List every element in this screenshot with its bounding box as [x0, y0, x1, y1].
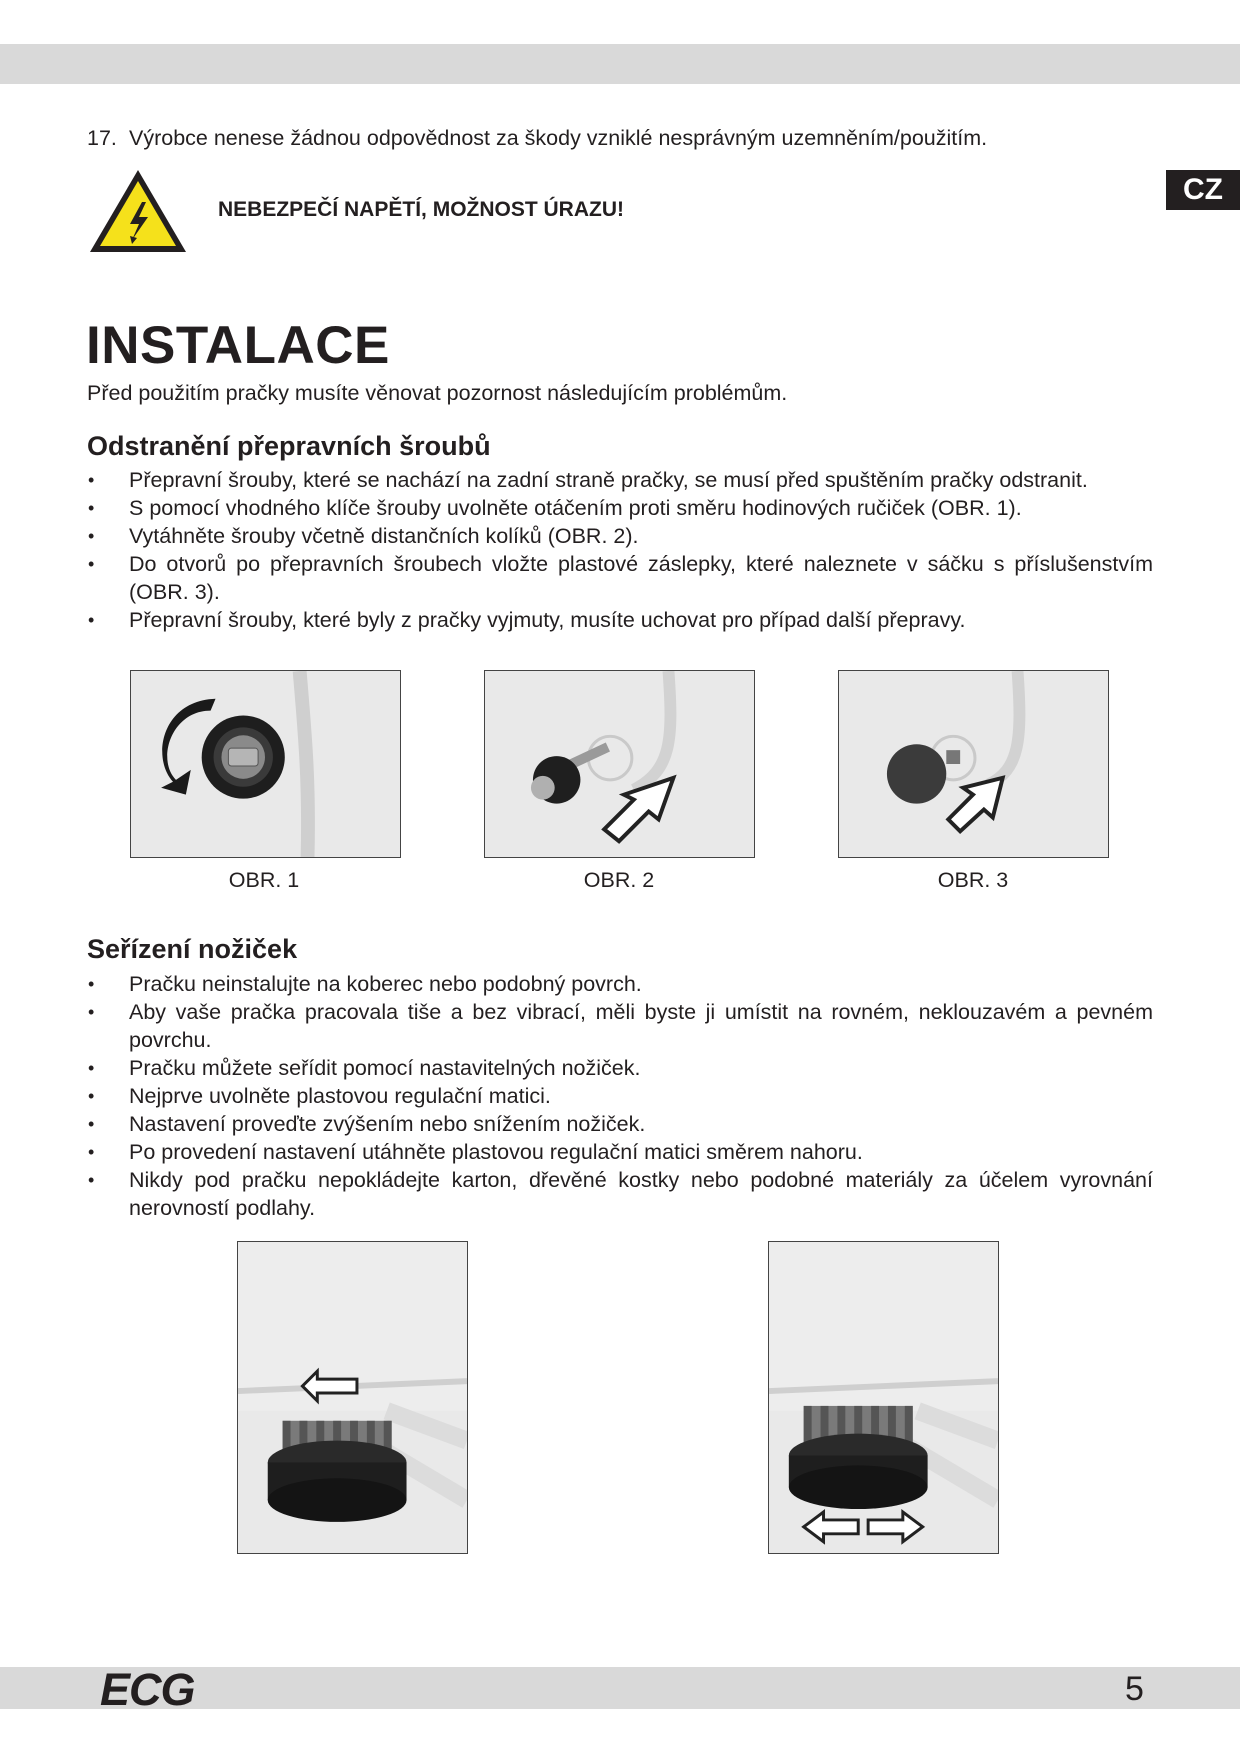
figure-caption: OBR. 1	[228, 868, 300, 892]
list-item: • Nastavení proveďte zvýšením nebo snížením nožiček.	[87, 1110, 1153, 1138]
feet-list	[87, 970, 1153, 1222]
language-tab: CZ	[1166, 170, 1240, 210]
figure-3-image	[838, 670, 1109, 858]
ecg-logo: ECG	[100, 1664, 195, 1715]
list-item: • S pomocí vhodného klíče šrouby uvolněte otáčením proti směru hodinových ručiček (OBR. 1).	[87, 494, 1153, 522]
list-item: • Přepravní šrouby, které se nachází na zadní straně pračky, se musí před spuštěním pračky odstranit.	[87, 466, 1153, 494]
list-item: • Do otvorů po přepravních šroubech vložte plastové záslepky, které naleznete v sáčku s příslušenstvím (OBR. 3).	[87, 550, 1153, 606]
figure-caption: OBR. 3	[937, 868, 1009, 892]
page-title: INSTALACE	[86, 316, 390, 375]
list-item: • Po provedení nastavení utáhněte plastovou regulační matici směrem nahoru.	[87, 1138, 1153, 1166]
header-band	[0, 44, 1240, 84]
figure-1-image	[130, 670, 401, 858]
foot-figure-1-image	[237, 1241, 468, 1554]
list-item: • Aby vaše pračka pracovala tiše a bez vibrací, měli byste ji umístit na rovném, neklouzavém a pevném povrchu.	[87, 998, 1153, 1054]
foot-figure-2-image	[768, 1241, 999, 1554]
note-number: 17.	[87, 126, 117, 150]
list-item: • Nikdy pod pračku nepokládejte karton, dřevěné kostky nebo podobné materiály za účelem vyrovnání nerovností podlahy.	[87, 1166, 1153, 1222]
list-item: • Nejprve uvolněte plastovou regulační matici.	[87, 1082, 1153, 1110]
list-item: • Přepravní šrouby, které byly z pračky vyjmuty, musíte uchovat pro případ další přepravy.	[87, 606, 1153, 634]
note-text: Výrobce nenese žádnou odpovědnost za škody vzniklé nesprávným uzemněním/použitím.	[129, 126, 988, 150]
intro-text: Před použitím pračky musíte věnovat pozornost následujícím problémům.	[87, 381, 788, 405]
figure-caption: OBR. 2	[583, 868, 655, 892]
screws-heading: Odstranění přepravních šroubů	[87, 431, 491, 461]
high-voltage-warning-icon	[86, 166, 190, 256]
note-17	[87, 124, 987, 152]
list-item: • Vytáhněte šrouby včetně distančních kolíků (OBR. 2).	[87, 522, 1153, 550]
figure-2-image	[484, 670, 755, 858]
feet-heading: Seřízení nožiček	[87, 934, 298, 964]
list-item: • Pračku neinstalujte na koberec nebo podobný povrch.	[87, 970, 1153, 998]
screws-list	[87, 466, 1153, 634]
list-item: • Pračku můžete seřídit pomocí nastavitelných nožiček.	[87, 1054, 1153, 1082]
warning-text: NEBEZPEČÍ NAPĚTÍ, MOŽNOST ÚRAZU!	[218, 198, 625, 221]
page-number: 5	[1125, 1670, 1144, 1708]
